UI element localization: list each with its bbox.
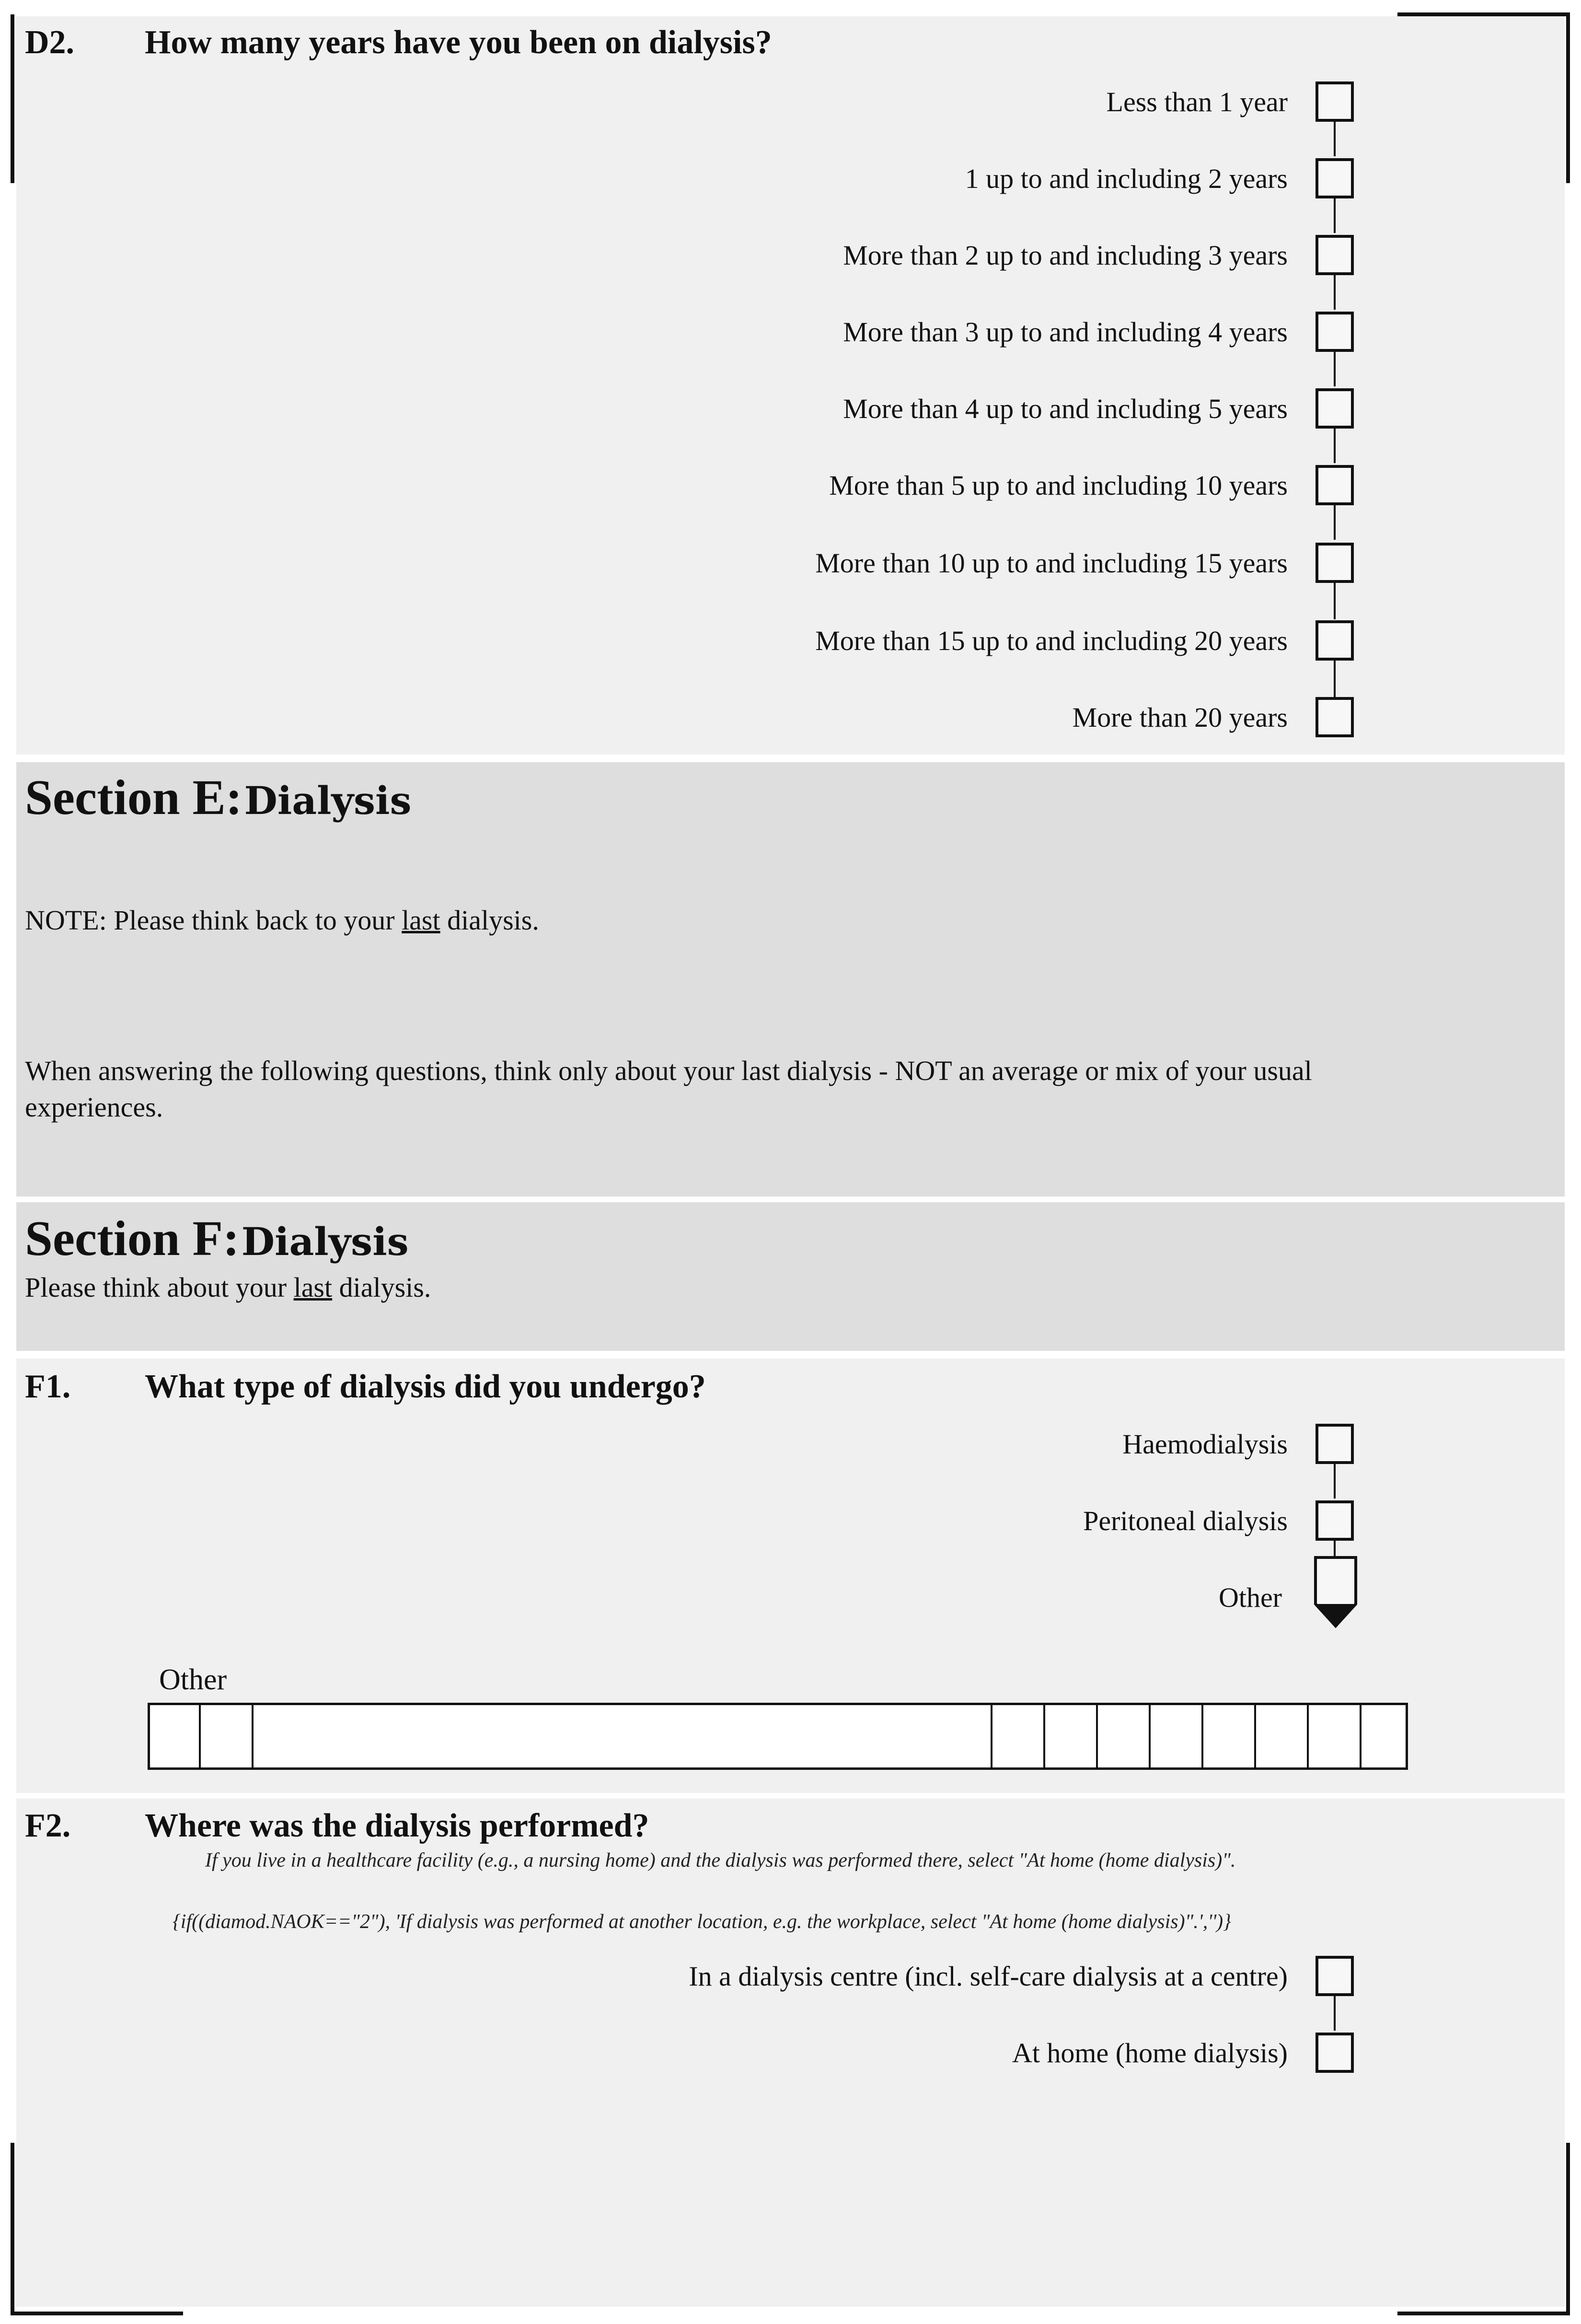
- cell-divider: [1360, 1705, 1362, 1767]
- section-e-instruction: When answering the following questions, think only about your last dialysis - NOT an average or mix of your usual experiences.: [25, 1055, 1312, 1123]
- question-number: F1.: [25, 1368, 71, 1405]
- option-checkbox[interactable]: [1316, 1500, 1354, 1541]
- question-number: F2.: [25, 1807, 71, 1844]
- section-e-block: [16, 762, 1565, 1197]
- connector-line: [1334, 198, 1336, 233]
- option-checkbox[interactable]: [1316, 388, 1354, 429]
- section-subheading: Dialysis: [241, 1219, 409, 1264]
- question-text: How many years have you been on dialysis?: [145, 24, 772, 61]
- option-label: In a dialysis centre (incl. self-care dialysis at a centre): [689, 1961, 1288, 1992]
- cell-divider: [1149, 1705, 1151, 1767]
- option-checkbox[interactable]: [1316, 697, 1354, 737]
- cell-divider: [1096, 1705, 1098, 1767]
- connector-line: [1334, 661, 1336, 697]
- option-checkbox[interactable]: [1316, 1424, 1354, 1464]
- option-label: Haemodialysis: [1122, 1429, 1288, 1460]
- option-label: Peritoneal dialysis: [1083, 1505, 1288, 1536]
- section-heading: Section F:: [25, 1211, 240, 1266]
- cell-divider: [1307, 1705, 1309, 1767]
- connector-line: [1334, 583, 1336, 619]
- option-checkbox[interactable]: [1316, 543, 1354, 583]
- section-f-title: [25, 1211, 409, 1266]
- option-checkbox[interactable]: [1316, 465, 1354, 505]
- question-text: Where was the dialysis performed?: [145, 1807, 649, 1844]
- option-label: More than 3 up to and including 4 years: [843, 316, 1288, 348]
- option-label: More than 4 up to and including 5 years: [843, 393, 1288, 424]
- corner-mark-bottom-left: [11, 2143, 14, 2315]
- corner-mark-bottom-left: [11, 2312, 183, 2315]
- option-checkbox[interactable]: [1316, 158, 1354, 198]
- corner-mark-bottom-right: [1566, 2143, 1570, 2315]
- section-heading: Section E:: [25, 770, 242, 825]
- section-subheading: Dialysis: [244, 778, 412, 823]
- option-checkbox[interactable]: [1316, 620, 1354, 661]
- connector-line: [1334, 1464, 1336, 1499]
- other-label: Other: [159, 1663, 227, 1696]
- option-checkbox[interactable]: [1316, 2033, 1354, 2073]
- connector-line: [1334, 429, 1336, 463]
- question-hint: If you live in a healthcare facility (e.g., a nursing home) and the dialysis was performed there, select "At home (home dialysis)".: [205, 1849, 1236, 1871]
- option-label: 1 up to and including 2 years: [965, 163, 1288, 194]
- cell-divider: [252, 1705, 254, 1767]
- corner-mark-bottom-right: [1397, 2312, 1570, 2315]
- option-checkbox[interactable]: [1316, 81, 1354, 122]
- connector-line: [1334, 275, 1336, 310]
- option-label: More than 2 up to and including 3 years: [843, 240, 1288, 271]
- corner-mark-top-left: [11, 14, 14, 183]
- corner-mark-top-right: [1397, 12, 1570, 16]
- option-label: Less than 1 year: [1106, 86, 1288, 117]
- connector-line: [1334, 505, 1336, 540]
- connector-line: [1334, 352, 1336, 386]
- question-hint-conditional: {if((diamod.NAOK=="2"), 'If dialysis was performed at another location, e.g. the workplace, select "At home (home dialysis)".','')}: [173, 1911, 1231, 1933]
- cell-divider: [1201, 1705, 1203, 1767]
- question-text: What type of dialysis did you undergo?: [145, 1368, 706, 1405]
- cell-divider: [1043, 1705, 1045, 1767]
- option-label: Other: [1218, 1582, 1282, 1613]
- option-checkbox[interactable]: [1316, 312, 1354, 352]
- option-label: More than 5 up to and including 10 years: [829, 470, 1288, 501]
- connector-line: [1334, 122, 1336, 156]
- cell-divider: [199, 1705, 201, 1767]
- option-label: More than 15 up to and including 20 years: [815, 625, 1288, 656]
- option-checkbox[interactable]: [1316, 235, 1354, 275]
- cell-divider: [1254, 1705, 1256, 1767]
- corner-mark-top-right: [1566, 12, 1570, 183]
- section-e-note: NOTE: Please think back to your last dialysis.: [25, 905, 539, 936]
- section-e-title: [25, 770, 412, 825]
- other-text-input[interactable]: [148, 1703, 1408, 1770]
- option-label: More than 20 years: [1072, 702, 1288, 733]
- option-label: At home (home dialysis): [1012, 2037, 1288, 2068]
- connector-line: [1334, 1996, 1336, 2031]
- cell-divider: [991, 1705, 992, 1767]
- question-number: D2.: [25, 24, 75, 61]
- section-f-subtitle: Please think about your last dialysis.: [25, 1272, 431, 1303]
- option-checkbox[interactable]: [1316, 1956, 1354, 1996]
- option-label: More than 10 up to and including 15 years: [815, 547, 1288, 579]
- other-arrow-checkbox[interactable]: [1314, 1556, 1357, 1629]
